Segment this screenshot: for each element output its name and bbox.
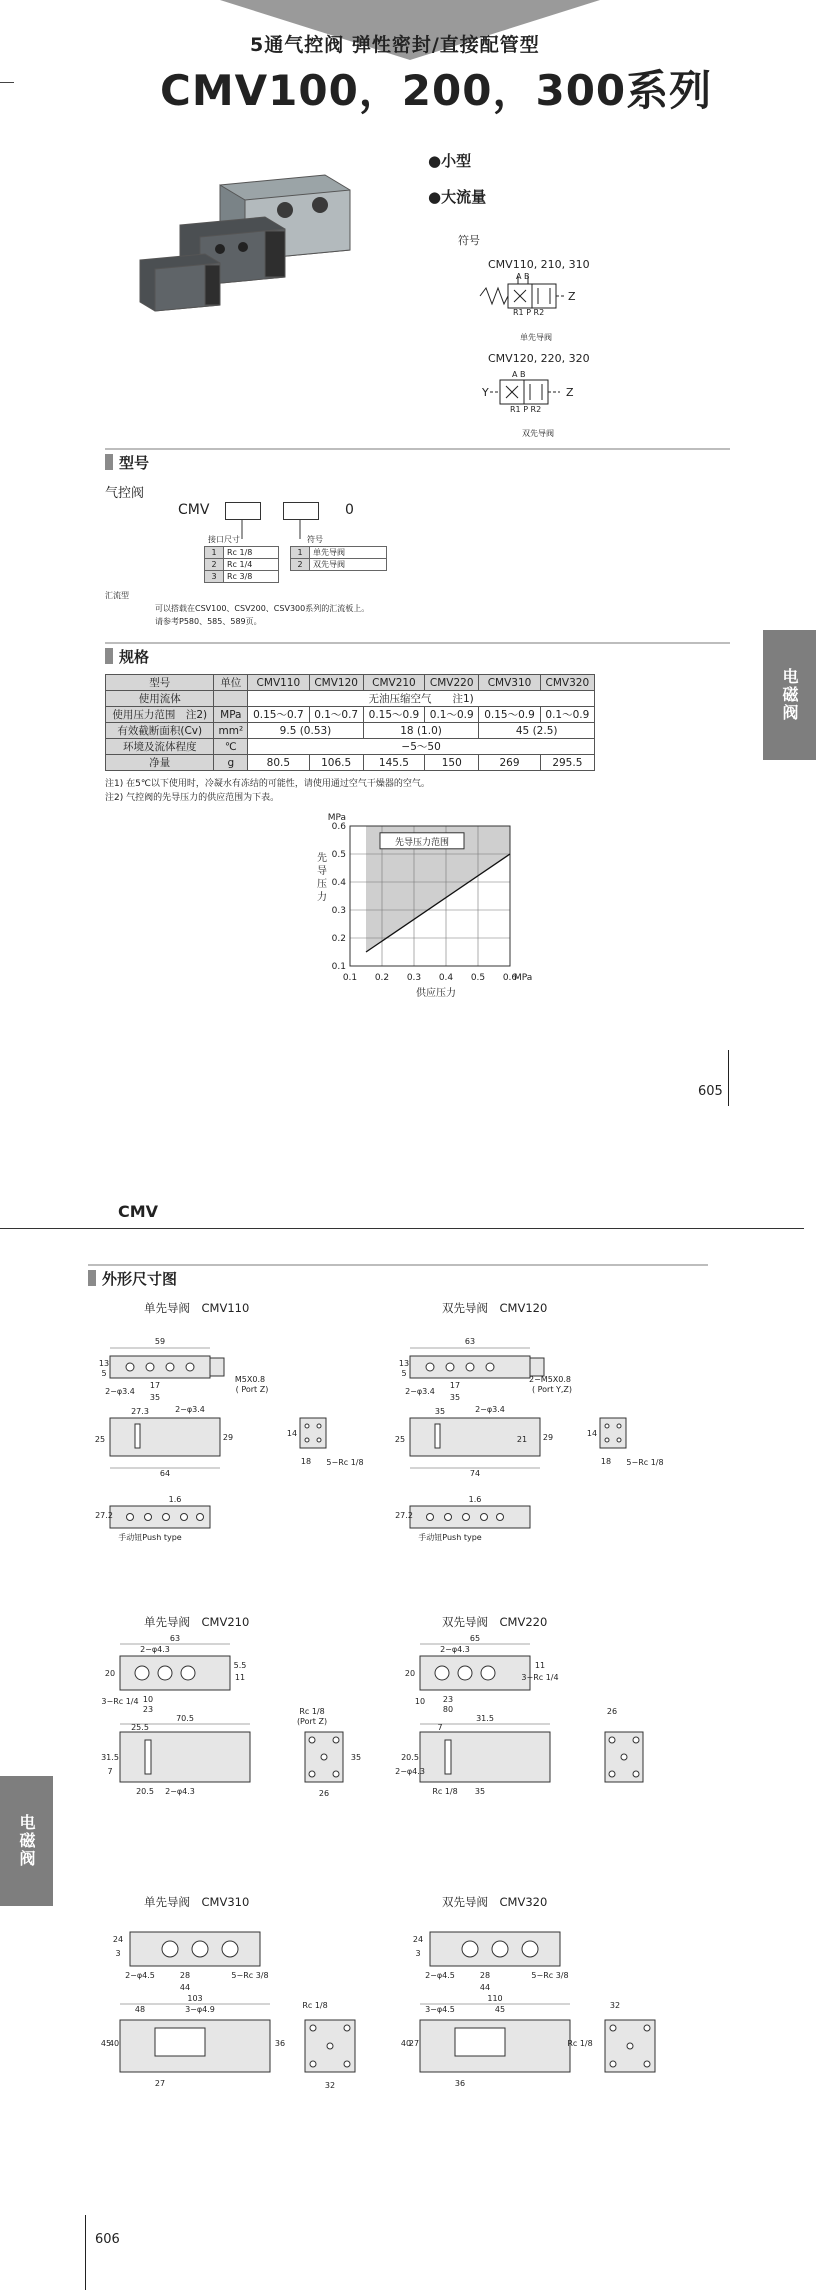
dimension-label: 24	[412, 1935, 424, 1944]
dimension-label: 28	[179, 1971, 191, 1980]
product-photo	[125, 165, 360, 320]
double-port-top: A B	[512, 370, 526, 379]
double-z-label: Z	[566, 386, 574, 399]
dimension-label: 手动钮Push type	[118, 1533, 182, 1542]
dimension-heading: 外形尺寸图	[102, 1270, 178, 1288]
dimension-label: 63	[464, 1337, 476, 1346]
dimension-label: 11	[234, 1673, 246, 1682]
dimension-label: 2−φ4.3	[140, 1645, 170, 1654]
view-title-cmv310: 单先导阀 CMV310	[144, 1895, 250, 1909]
port-hole	[446, 1363, 454, 1371]
dimension-label: 11	[534, 1661, 546, 1670]
port-hole	[605, 1438, 609, 1442]
single-z-label: Z	[568, 290, 576, 303]
dimension-label: 18	[600, 1457, 612, 1466]
chart-y-tick: 0.4	[331, 878, 346, 888]
view-title-cmv320: 双先导阀 CMV320	[442, 1895, 548, 1909]
port-hole	[617, 1438, 621, 1442]
dimension-label: 31.5	[476, 1714, 494, 1723]
dimension-label: 24	[112, 1935, 124, 1944]
dimension-label: Rc 1/8	[299, 1707, 325, 1716]
table-row: 1 单先导阀	[291, 547, 387, 559]
chart-x-tick: 0.6	[502, 973, 518, 983]
dimension-label: 36	[454, 2079, 466, 2088]
dimension-label: 3−φ4.9	[185, 2005, 215, 2014]
port-hole	[309, 1737, 315, 1743]
dimension-label: 5.5	[233, 1661, 247, 1670]
chart-x-tick: 0.2	[374, 973, 390, 983]
chart-y-tick: 0.3	[331, 906, 346, 916]
chart-x-unit: MPa	[514, 973, 533, 983]
dimension-label: 45	[494, 2005, 506, 2014]
port-hole	[145, 1514, 152, 1521]
dimension-label: 21	[516, 1435, 528, 1444]
dimension-drawing-cmv210	[100, 1632, 390, 1882]
port-hole	[481, 1514, 488, 1521]
chart-y-tick: 0.1	[331, 962, 346, 972]
code-suffix: 0	[345, 502, 354, 518]
dimension-label: 5−Rc 3/8	[231, 1971, 269, 1980]
dimension-label: 5	[101, 1369, 107, 1378]
port-hole	[166, 1363, 174, 1371]
port-hole	[458, 1666, 472, 1680]
dimension-label: 20.5	[401, 1753, 419, 1762]
port-size-table	[204, 546, 279, 583]
dimension-label: 5−Rc 1/8	[626, 1458, 664, 1467]
dimension-label: 31.5	[101, 1753, 119, 1762]
dimension-label: 2−φ4.3	[165, 1787, 195, 1796]
port-hole	[605, 1424, 609, 1428]
port-hole	[162, 1941, 178, 1957]
port-hole	[222, 1941, 238, 1957]
dimension-label: 20	[104, 1669, 116, 1678]
port-hole	[321, 1754, 327, 1760]
port-hole	[627, 2043, 633, 2049]
manual-slot	[135, 1424, 140, 1448]
port-hole	[192, 1941, 208, 1957]
model-heading: 型号	[119, 454, 150, 472]
table-row: 3 Rc 3/8	[205, 571, 279, 583]
dimension-label: 65	[469, 1634, 481, 1643]
port-size-code-box	[225, 502, 261, 520]
port-hole	[462, 1941, 478, 1957]
manual-slot	[445, 1740, 451, 1774]
dimension-drawing-cmv310	[100, 1912, 390, 2152]
bottom-view-body	[110, 1506, 210, 1528]
dimension-label: 45	[100, 2039, 112, 2048]
dimension-label: 2−φ3.4	[475, 1405, 505, 1414]
dimension-label: 64	[159, 1469, 171, 1478]
dimension-label: 27	[408, 2039, 420, 2048]
dimension-label: Rc 1/8	[302, 2001, 328, 2010]
double-caption: 双先导阀	[522, 429, 554, 438]
table-row: 2 双先导阀	[291, 559, 387, 571]
port-hole	[426, 1363, 434, 1371]
dimension-label: ( Port Y,Z)	[531, 1385, 573, 1394]
port-hole	[163, 1514, 170, 1521]
dimension-label: M5X0.8	[234, 1375, 266, 1384]
table-row: 使用压力范围 注2) MPa 0.15～0.7 0.1～0.7 0.15～0.9 0.1～0.9 0.15～0.9 0.1～0.9	[106, 707, 595, 723]
chart-x-tick: 0.4	[438, 973, 454, 983]
page-title: CMV100，200，300系列	[160, 66, 713, 115]
dimension-label: 44	[479, 1983, 491, 1992]
pilot-table	[290, 546, 387, 571]
port-hole	[609, 1771, 615, 1777]
symbol-double-models: CMV120, 220, 320	[488, 352, 590, 365]
port-hole	[617, 1424, 621, 1428]
dimension-label: 13	[98, 1359, 110, 1368]
port-hole	[610, 2025, 616, 2031]
dimension-label: 44	[179, 1983, 191, 1992]
port-size-table-header: 接口尺寸	[208, 535, 240, 544]
dimension-label: 80	[442, 1705, 454, 1714]
dimension-label: 3	[115, 1949, 121, 1958]
port-hole	[427, 1514, 434, 1521]
port-hole	[609, 1737, 615, 1743]
dimension-label: 5−Rc 3/8	[531, 1971, 569, 1980]
single-caption: 单先导阀	[520, 333, 552, 342]
code-prefix: CMV	[178, 502, 210, 518]
dimension-label: 27.2	[95, 1511, 113, 1520]
dimension-label: 48	[134, 2005, 146, 2014]
double-port-bottom: R1 P R2	[510, 405, 542, 414]
chart-x-tick: 0.5	[470, 973, 486, 983]
port-hole	[126, 1363, 134, 1371]
dimension-label: 29	[542, 1433, 554, 1442]
port-hole	[481, 1666, 495, 1680]
page-number-605: 605	[698, 1084, 723, 1099]
port-hole	[621, 1754, 627, 1760]
port-hole	[466, 1363, 474, 1371]
dimension-label: 35	[350, 1753, 362, 1762]
port-hole	[146, 1363, 154, 1371]
chart-y-unit: MPa	[327, 813, 346, 823]
side-view-body	[600, 1418, 626, 1448]
view-title-cmv110: 单先导阀 CMV110	[144, 1301, 250, 1315]
dimension-label: ( Port Z)	[235, 1385, 269, 1394]
dimension-label: 28	[479, 1971, 491, 1980]
dimension-label: 32	[324, 2081, 336, 2090]
port-hole	[197, 1514, 204, 1521]
dimension-label: 7	[107, 1767, 113, 1776]
view-title-cmv120: 双先导阀 CMV120	[442, 1301, 548, 1315]
dimension-label: 70.5	[176, 1714, 194, 1723]
model-section-header	[105, 448, 730, 472]
manifold-label: 汇流型	[105, 591, 129, 600]
port-hole	[317, 1424, 321, 1428]
port-hole	[610, 2061, 616, 2067]
manual-slot	[145, 1740, 151, 1774]
chart-y-tick: 0.6	[331, 822, 346, 832]
table-row: 净量 g 80.5 106.5 145.5 150 269 295.5	[106, 755, 595, 771]
dimension-label: 23	[142, 1705, 154, 1714]
chart-xlabel: 供应压力	[416, 988, 456, 999]
dimension-drawing-cmv220	[395, 1632, 700, 1882]
page2-top-rule	[0, 1228, 804, 1229]
page-subtitle: 5通气控阀 弹性密封/直接配管型	[250, 34, 540, 56]
pilot-pressure-chart	[300, 808, 540, 1008]
port-hole	[435, 1666, 449, 1680]
port-hole	[327, 2043, 333, 2049]
front-view-body	[120, 1732, 250, 1782]
single-port-top: A B	[516, 272, 530, 281]
port-hole	[333, 1771, 339, 1777]
valve-label: 气控阀	[105, 486, 145, 501]
port-hole	[463, 1514, 470, 1521]
port-hole	[344, 2061, 350, 2067]
chart-x-tick: 0.1	[342, 973, 358, 983]
dimension-label: 手动钮Push type	[418, 1533, 482, 1542]
pilot-table-header: 符号	[307, 535, 323, 544]
dimension-label: 25	[394, 1435, 406, 1444]
port-hole	[522, 1941, 538, 1957]
dimension-label: 5−Rc 1/8	[326, 1458, 364, 1467]
dimension-label: 10	[142, 1695, 154, 1704]
dimension-label: 74	[469, 1469, 481, 1478]
dimension-label: 17	[149, 1381, 161, 1390]
dimension-label: 7	[437, 1723, 443, 1732]
dimension-label: 1.6	[468, 1495, 482, 1504]
symbol-label: 符号	[458, 234, 480, 247]
dimension-label: 18	[300, 1457, 312, 1466]
dimension-label: Rc 1/8	[432, 1787, 458, 1796]
page-divider	[728, 1050, 729, 1106]
dimension-label: 27	[154, 2079, 166, 2088]
dimension-label: 110	[487, 1994, 503, 2003]
port-hole	[305, 1424, 309, 1428]
dimension-drawing-cmv120	[394, 1318, 700, 1608]
dimension-label: 29	[222, 1433, 234, 1442]
port-hole	[333, 1737, 339, 1743]
dimension-label: 40	[400, 2039, 412, 2048]
side-view-body	[300, 1418, 326, 1448]
dimension-label: 27.2	[395, 1511, 413, 1520]
pilot-cap	[210, 1358, 224, 1376]
pilot-window	[155, 2028, 205, 2056]
manifold-note2: 请参考P580、585、589页。	[155, 617, 262, 626]
table-row: 使用流体 无油压缩空气 注1)	[106, 691, 595, 707]
port-hole	[317, 1438, 321, 1442]
dimension-drawing-cmv320	[400, 1912, 700, 2152]
dimension-label: 20	[404, 1669, 416, 1678]
feature-compact: ●小型	[428, 152, 472, 170]
port-hole	[305, 1438, 309, 1442]
dimension-label: 35	[149, 1393, 161, 1402]
spec-section-header	[105, 642, 730, 666]
single-port-bottom: R1 P R2	[513, 308, 545, 317]
top-view-body	[110, 1356, 210, 1378]
dimension-label: 36	[274, 2039, 286, 2048]
table-row: 环境及流体程度 ℃ −5～50	[106, 739, 595, 755]
manual-slot	[435, 1424, 440, 1448]
port-hole	[158, 1666, 172, 1680]
dimension-label: 40	[108, 2039, 120, 2048]
chart-title: 先导压力范围	[394, 837, 450, 848]
port-hole	[633, 1737, 639, 1743]
dimension-label: 2−φ4.5	[125, 1971, 155, 1980]
dimension-drawing-cmv110	[94, 1318, 390, 1608]
dimension-label: 17	[449, 1381, 461, 1390]
dimension-label: 3−Rc 1/4	[101, 1697, 139, 1706]
port-hole	[644, 2061, 650, 2067]
dimension-label: 14	[586, 1429, 598, 1438]
front-view-body	[110, 1418, 220, 1456]
view-title-cmv220: 双先导阀 CMV220	[442, 1615, 548, 1629]
dimension-label: 35	[474, 1787, 486, 1796]
dimension-label: 2−φ4.3	[395, 1767, 425, 1776]
symbol-single-models: CMV110, 210, 310	[488, 258, 590, 271]
table-row: 型号 单位 CMV110 CMV120 CMV210 CMV220 CMV310 CMV320	[106, 675, 595, 691]
dimension-label: 5	[401, 1369, 407, 1378]
spec-heading: 规格	[119, 648, 150, 666]
dimension-label: 103	[187, 1994, 203, 2003]
margin-mark	[0, 82, 14, 83]
dimension-label: 35	[434, 1407, 446, 1416]
page-number-606: 606	[95, 2232, 120, 2247]
double-y-label: Y	[482, 386, 489, 399]
port-hole	[633, 1771, 639, 1777]
dimension-label: 35	[449, 1393, 461, 1402]
dimension-label: 25	[94, 1435, 106, 1444]
dimension-label: 14	[286, 1429, 298, 1438]
dimension-label: 2−M5X0.8	[529, 1375, 571, 1384]
pilot-cap	[530, 1358, 544, 1376]
port-hole	[309, 1771, 315, 1777]
port-hole	[486, 1363, 494, 1371]
dimension-label: 26	[318, 1789, 330, 1798]
dimension-label: 59	[154, 1337, 166, 1346]
port-hole	[492, 1941, 508, 1957]
pilot-code-box	[283, 502, 319, 520]
page2-divider	[85, 2215, 86, 2290]
dimension-label: 2−φ3.4	[105, 1387, 135, 1396]
dimension-label: 10	[414, 1697, 426, 1706]
dimension-label: 2−φ4.3	[440, 1645, 470, 1654]
dimension-label: 13	[398, 1359, 410, 1368]
port-hole	[310, 2025, 316, 2031]
dimension-label: 20.5	[136, 1787, 154, 1796]
spec-table	[105, 674, 595, 771]
pilot-window	[455, 2028, 505, 2056]
port-hole	[344, 2025, 350, 2031]
dimension-label: 3−Rc 1/4	[521, 1673, 559, 1682]
table-row: 1 Rc 1/8	[205, 547, 279, 559]
port-hole	[445, 1514, 452, 1521]
port-hole	[181, 1514, 188, 1521]
dimension-label: 2−φ3.4	[405, 1387, 435, 1396]
dimension-label: 2−φ3.4	[175, 1405, 205, 1414]
dimension-section-header	[88, 1264, 708, 1288]
spec-note2: 注2) 气控阀的先导压力的供应范围为下表。	[105, 793, 280, 803]
port-hole	[186, 1363, 194, 1371]
chart-ylabel: 先导压力	[317, 853, 327, 903]
side-tab-left: 电磁阀	[0, 1776, 53, 1906]
dimension-label: 1.6	[168, 1495, 182, 1504]
port-hole	[497, 1514, 504, 1521]
dimension-label: 26	[606, 1707, 618, 1716]
dimension-label: Rc 1/8	[567, 2039, 593, 2048]
page2-series: CMV	[118, 1202, 159, 1221]
port-hole	[181, 1666, 195, 1680]
port-hole	[310, 2061, 316, 2067]
dimension-label: 27.3	[131, 1407, 149, 1416]
port-hole	[135, 1666, 149, 1680]
chart-y-tick: 0.5	[331, 850, 346, 860]
chart-x-tick: 0.3	[406, 973, 422, 983]
table-row: 2 Rc 1/4	[205, 559, 279, 571]
dimension-label: 3−φ4.5	[425, 2005, 455, 2014]
port-hole	[127, 1514, 134, 1521]
dimension-label: 2−φ4.5	[425, 1971, 455, 1980]
table-row: 有效截断面积(Cv) mm² 9.5 (0.53) 18 (1.0) 45 (2.5)	[106, 723, 595, 739]
dimension-label: 3	[415, 1949, 421, 1958]
dimension-label: 25.5	[131, 1723, 149, 1732]
spec-note1: 注1) 在5℃以下使用时，冷凝水有冻结的可能性，请使用通过空气干燥器的空气。	[105, 779, 430, 789]
side-tab-right: 电磁阀	[763, 630, 816, 760]
manifold-note1: 可以搭载在CSV100、CSV200、CSV300系列的汇流板上。	[155, 604, 370, 613]
port-hole	[644, 2025, 650, 2031]
feature-high-flow: ●大流量	[428, 188, 487, 206]
chart-y-tick: 0.2	[331, 934, 346, 944]
dimension-label: 63	[169, 1634, 181, 1643]
dimension-label: 23	[442, 1695, 454, 1704]
dimension-label: (Port Z)	[296, 1717, 328, 1726]
view-title-cmv210: 单先导阀 CMV210	[144, 1615, 250, 1629]
dimension-label: 32	[609, 2001, 621, 2010]
front-view-body	[420, 1732, 550, 1782]
